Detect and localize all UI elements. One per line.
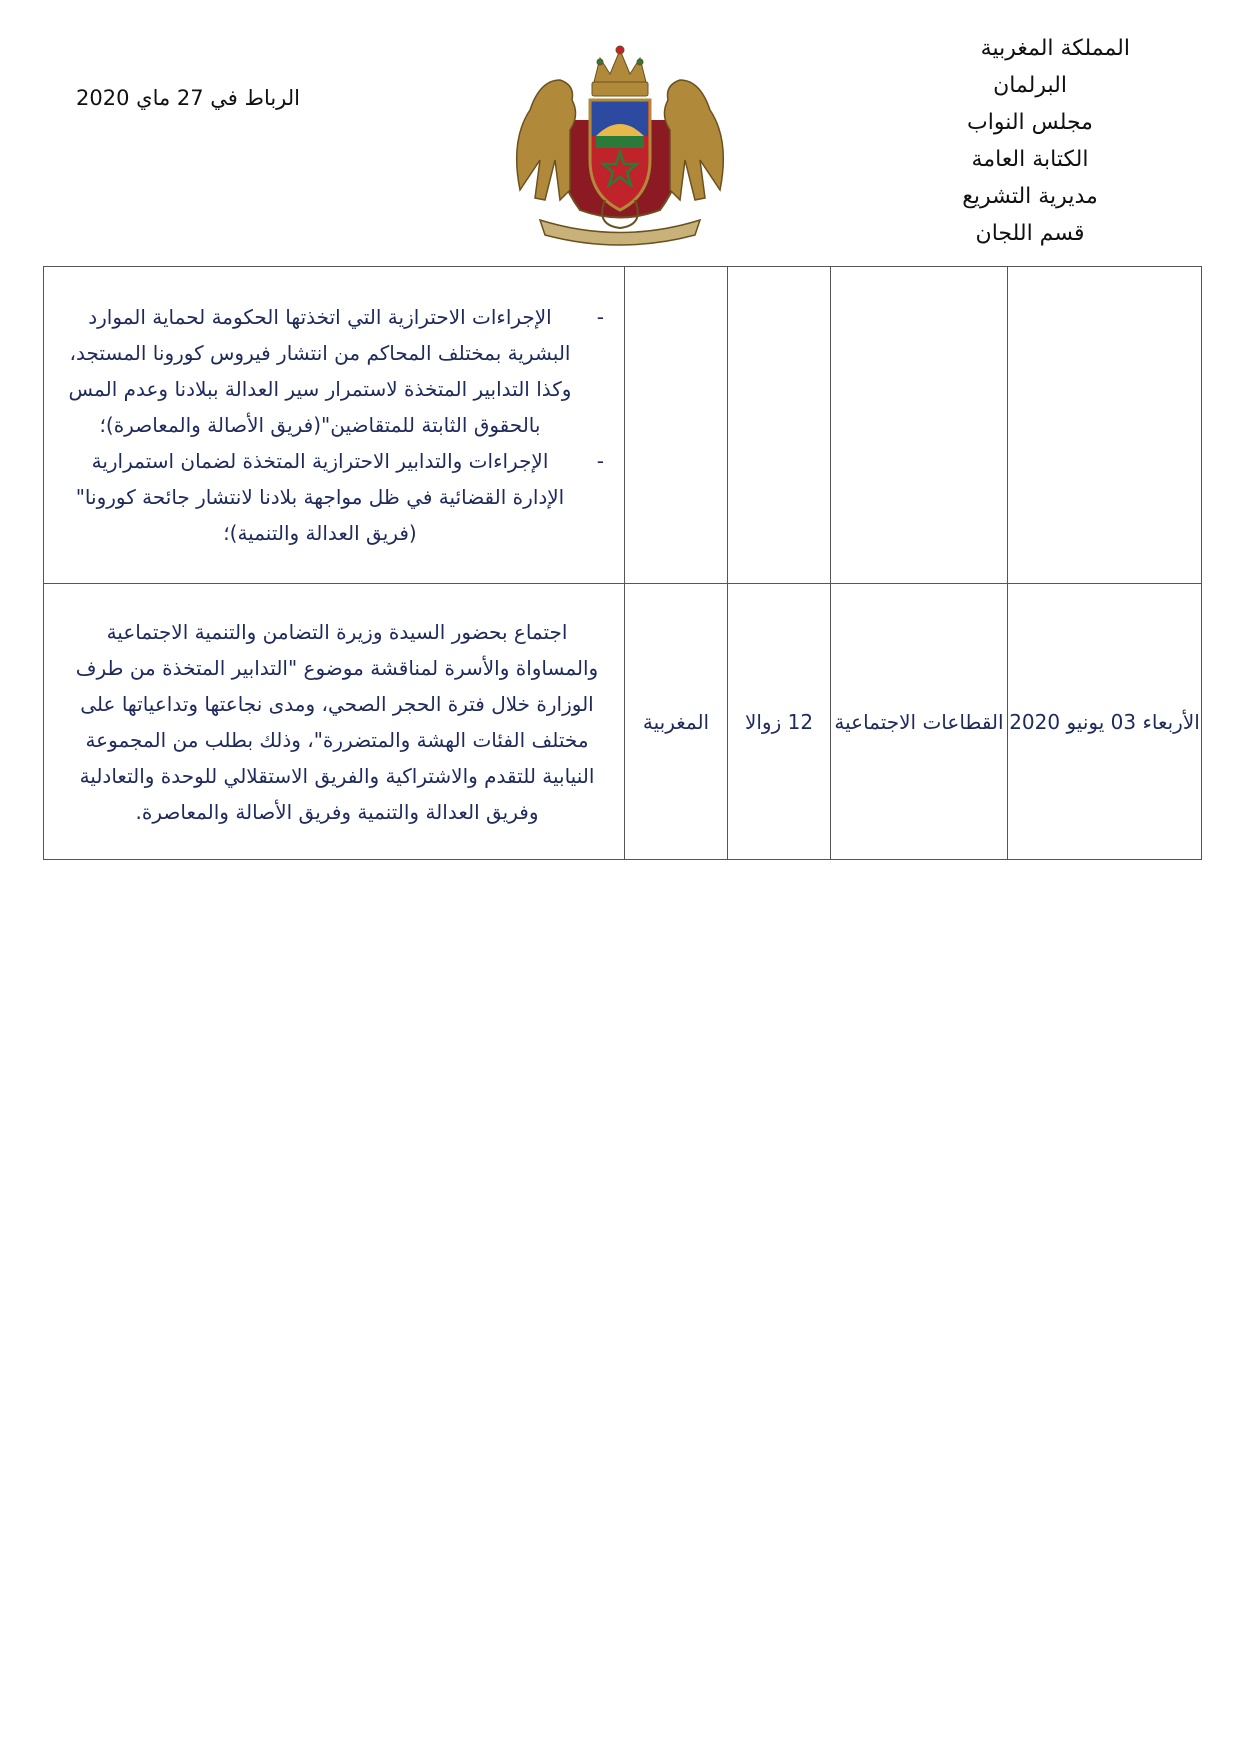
topics-list <box>66 299 608 551</box>
committee-cell: القطاعات الاجتماعية <box>831 584 1008 860</box>
header-line-house: مجلس النواب <box>967 110 1093 135</box>
time-cell <box>728 267 831 584</box>
meeting-date-cell <box>1008 267 1202 584</box>
header-line-committees: قسم اللجان <box>975 221 1085 246</box>
list-item: - الإجراءات الاحترازية التي اتخذتها الحكومة لحماية الموارد البشرية بمختلف المحاكم من انتشار فيروس كورونا المستجد، وكذا التدابير المتخذة لاستمرار سير العدالة ببلادنا وعدم المس بالحقوق الثابتة للمتقاضين"(فريق الأصالة والمعاصرة)؛ <box>66 299 586 443</box>
document-date: الرباط في 27 ماي 2020 <box>76 86 301 110</box>
meeting-date-cell: الأربعاء 03 يونيو 2020 <box>1008 584 1202 860</box>
institution-header <box>930 30 1130 252</box>
time-cell: 12 زوالا <box>728 584 831 860</box>
table-row <box>44 584 1202 860</box>
list-item: - الإجراءات والتدابير الاحترازية المتخذة لضمان استمرارية الإدارة القضائية في ظل مواجهة بلادنا لانتشار جائحة كورونا" (فريق العدالة والتنمية)؛ <box>66 443 586 551</box>
header-line-parliament: البرلمان <box>993 73 1067 98</box>
moroccan-coat-of-arms-icon <box>500 40 740 250</box>
table-row <box>44 267 1202 584</box>
subject-cell <box>44 267 625 584</box>
committee-cell <box>831 267 1008 584</box>
language-cell: المغربية <box>625 584 728 860</box>
language-cell <box>625 267 728 584</box>
header-line-secretariat: الكتابة العامة <box>971 147 1089 172</box>
subject-cell: اجتماع بحضور السيدة وزيرة التضامن والتنمية الاجتماعية والمساواة والأسرة لمناقشة موضوع "التدابير المتخذة من طرف الوزارة خلال فترة الحجر الصحي، ومدى نجاعتها وتداعياتها على مختلف الفئات الهشة والمتضررة"، وذلك بطلب من المجموعة النيابية للتقدم والاشتراكية والفريق الاستقلالي للوحدة والتعادلية وفريق العدالة والتنمية وفريق الأصالة والمعاصرة. <box>44 584 625 860</box>
meetings-table <box>43 266 1202 860</box>
header-line-kingdom: المملكة المغربية <box>980 36 1130 61</box>
header-line-directorate: مديرية التشريع <box>962 184 1098 209</box>
